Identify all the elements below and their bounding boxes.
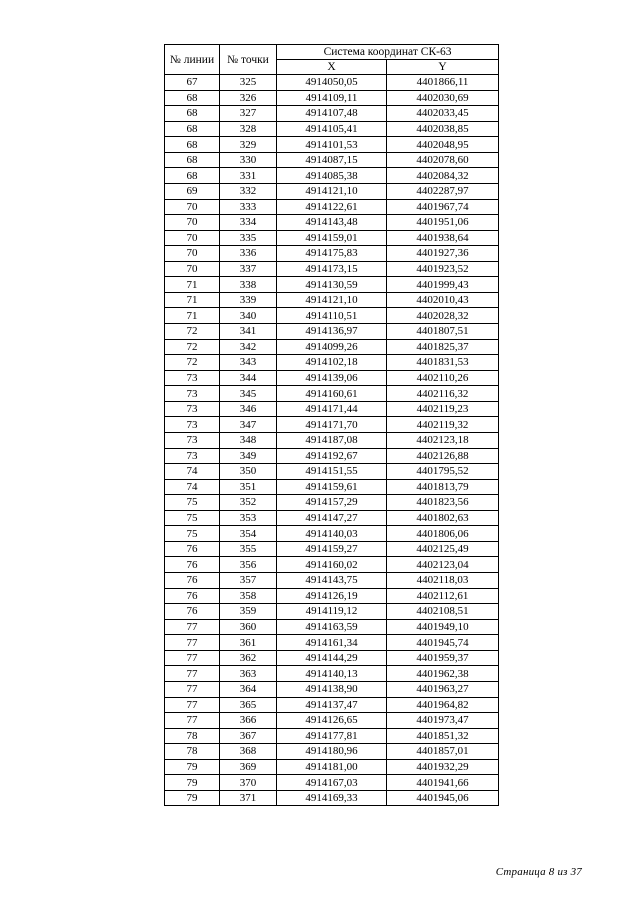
table-row (165, 152, 499, 168)
header-y: Y (387, 60, 499, 75)
cell-x: 4914102,18 (277, 355, 387, 371)
cell-point-number: 338 (220, 277, 277, 293)
cell-point-number: 343 (220, 355, 277, 371)
cell-line-number: 72 (165, 339, 220, 355)
cell-x: 4914161,34 (277, 635, 387, 651)
table-row (165, 588, 499, 604)
cell-line-number: 76 (165, 604, 220, 620)
cell-y: 4401823,56 (387, 495, 499, 511)
cell-point-number: 334 (220, 215, 277, 231)
cell-x: 4914159,61 (277, 479, 387, 495)
cell-line-number: 68 (165, 137, 220, 153)
table-row (165, 557, 499, 573)
cell-point-number: 364 (220, 681, 277, 697)
cell-y: 4401999,43 (387, 277, 499, 293)
cell-y: 4401923,52 (387, 261, 499, 277)
cell-line-number: 73 (165, 417, 220, 433)
cell-line-number: 76 (165, 573, 220, 589)
cell-y: 4401806,06 (387, 526, 499, 542)
table-row (165, 495, 499, 511)
table-row (165, 479, 499, 495)
cell-x: 4914143,48 (277, 215, 387, 231)
cell-y: 4401802,63 (387, 510, 499, 526)
cell-y: 4402110,26 (387, 370, 499, 386)
cell-point-number: 359 (220, 604, 277, 620)
cell-point-number: 353 (220, 510, 277, 526)
cell-x: 4914122,61 (277, 199, 387, 215)
cell-point-number: 355 (220, 541, 277, 557)
cell-line-number: 73 (165, 370, 220, 386)
table-row (165, 106, 499, 122)
cell-point-number: 366 (220, 713, 277, 729)
table-row (165, 168, 499, 184)
header-point-number: № точки (220, 45, 277, 75)
cell-line-number: 70 (165, 261, 220, 277)
cell-x: 4914187,08 (277, 432, 387, 448)
cell-y: 4401825,37 (387, 339, 499, 355)
cell-line-number: 75 (165, 495, 220, 511)
cell-line-number: 72 (165, 324, 220, 340)
table-row (165, 370, 499, 386)
cell-y: 4401967,74 (387, 199, 499, 215)
cell-x: 4914171,70 (277, 417, 387, 433)
cell-x: 4914144,29 (277, 650, 387, 666)
cell-x: 4914121,10 (277, 292, 387, 308)
cell-line-number: 68 (165, 90, 220, 106)
cell-line-number: 70 (165, 246, 220, 262)
cell-point-number: 365 (220, 697, 277, 713)
table-row (165, 121, 499, 137)
table-row (165, 464, 499, 480)
cell-point-number: 361 (220, 635, 277, 651)
cell-y: 4401964,82 (387, 697, 499, 713)
cell-y: 4402118,03 (387, 573, 499, 589)
cell-point-number: 370 (220, 775, 277, 791)
cell-point-number: 371 (220, 790, 277, 806)
cell-line-number: 76 (165, 588, 220, 604)
table-row (165, 526, 499, 542)
table-row (165, 355, 499, 371)
cell-point-number: 356 (220, 557, 277, 573)
cell-x: 4914159,27 (277, 541, 387, 557)
table-row (165, 230, 499, 246)
cell-line-number: 68 (165, 121, 220, 137)
cell-line-number: 79 (165, 775, 220, 791)
cell-line-number: 72 (165, 355, 220, 371)
table-row (165, 573, 499, 589)
cell-line-number: 74 (165, 464, 220, 480)
cell-x: 4914126,19 (277, 588, 387, 604)
cell-line-number: 71 (165, 292, 220, 308)
coordinates-table (164, 44, 499, 806)
cell-y: 4401857,01 (387, 744, 499, 760)
cell-x: 4914143,75 (277, 573, 387, 589)
cell-point-number: 344 (220, 370, 277, 386)
cell-line-number: 77 (165, 681, 220, 697)
cell-x: 4914159,01 (277, 230, 387, 246)
cell-y: 4401951,06 (387, 215, 499, 231)
cell-line-number: 77 (165, 650, 220, 666)
table-row (165, 790, 499, 806)
page-number: Страница 8 из 37 (495, 866, 582, 878)
cell-point-number: 331 (220, 168, 277, 184)
cell-line-number: 77 (165, 697, 220, 713)
cell-point-number: 368 (220, 744, 277, 760)
cell-y: 4401949,10 (387, 619, 499, 635)
cell-x: 4914167,03 (277, 775, 387, 791)
table-row (165, 604, 499, 620)
cell-point-number: 369 (220, 759, 277, 775)
cell-x: 4914180,96 (277, 744, 387, 760)
table-row (165, 246, 499, 262)
cell-point-number: 367 (220, 728, 277, 744)
table-row (165, 75, 499, 91)
cell-point-number: 327 (220, 106, 277, 122)
cell-x: 4914085,38 (277, 168, 387, 184)
table-row (165, 401, 499, 417)
cell-point-number: 354 (220, 526, 277, 542)
cell-line-number: 68 (165, 168, 220, 184)
cell-x: 4914177,81 (277, 728, 387, 744)
cell-x: 4914151,55 (277, 464, 387, 480)
cell-line-number: 77 (165, 713, 220, 729)
cell-point-number: 351 (220, 479, 277, 495)
table-row (165, 183, 499, 199)
cell-line-number: 77 (165, 619, 220, 635)
cell-y: 4402125,49 (387, 541, 499, 557)
cell-point-number: 350 (220, 464, 277, 480)
cell-point-number: 349 (220, 448, 277, 464)
cell-y: 4402123,18 (387, 432, 499, 448)
cell-line-number: 73 (165, 386, 220, 402)
cell-x: 4914181,00 (277, 759, 387, 775)
cell-y: 4402028,32 (387, 308, 499, 324)
table-row (165, 199, 499, 215)
cell-point-number: 362 (220, 650, 277, 666)
cell-point-number: 360 (220, 619, 277, 635)
cell-line-number: 79 (165, 790, 220, 806)
cell-point-number: 335 (220, 230, 277, 246)
cell-y: 4402010,43 (387, 292, 499, 308)
cell-y: 4401807,51 (387, 324, 499, 340)
cell-line-number: 69 (165, 183, 220, 199)
cell-y: 4401945,74 (387, 635, 499, 651)
cell-point-number: 336 (220, 246, 277, 262)
header-coordinate-system: Система координат СК-63 (277, 45, 499, 60)
cell-point-number: 329 (220, 137, 277, 153)
cell-point-number: 358 (220, 588, 277, 604)
cell-y: 4402119,23 (387, 401, 499, 417)
cell-x: 4914109,11 (277, 90, 387, 106)
cell-y: 4401866,11 (387, 75, 499, 91)
cell-y: 4401813,79 (387, 479, 499, 495)
cell-line-number: 73 (165, 448, 220, 464)
cell-x: 4914157,29 (277, 495, 387, 511)
cell-point-number: 330 (220, 152, 277, 168)
cell-y: 4402119,32 (387, 417, 499, 433)
table-row (165, 759, 499, 775)
table-row (165, 510, 499, 526)
table-row (165, 666, 499, 682)
table-row (165, 681, 499, 697)
cell-y: 4401945,06 (387, 790, 499, 806)
cell-x: 4914160,61 (277, 386, 387, 402)
cell-x: 4914121,10 (277, 183, 387, 199)
cell-x: 4914105,41 (277, 121, 387, 137)
cell-line-number: 70 (165, 230, 220, 246)
cell-line-number: 71 (165, 308, 220, 324)
cell-x: 4914099,26 (277, 339, 387, 355)
cell-line-number: 73 (165, 432, 220, 448)
cell-y: 4402078,60 (387, 152, 499, 168)
table-row (165, 650, 499, 666)
cell-y: 4401959,37 (387, 650, 499, 666)
cell-y: 4401938,64 (387, 230, 499, 246)
cell-y: 4402030,69 (387, 90, 499, 106)
cell-y: 4401851,32 (387, 728, 499, 744)
cell-line-number: 75 (165, 526, 220, 542)
cell-line-number: 68 (165, 152, 220, 168)
cell-y: 4402084,32 (387, 168, 499, 184)
cell-x: 4914171,44 (277, 401, 387, 417)
cell-y: 4402287,97 (387, 183, 499, 199)
header-line-number: № линии (165, 45, 220, 75)
cell-line-number: 73 (165, 401, 220, 417)
cell-point-number: 348 (220, 432, 277, 448)
cell-x: 4914110,51 (277, 308, 387, 324)
cell-point-number: 333 (220, 199, 277, 215)
cell-x: 4914140,03 (277, 526, 387, 542)
cell-point-number: 337 (220, 261, 277, 277)
table-row (165, 308, 499, 324)
cell-x: 4914050,05 (277, 75, 387, 91)
table-row (165, 339, 499, 355)
cell-point-number: 332 (220, 183, 277, 199)
cell-y: 4402033,45 (387, 106, 499, 122)
cell-x: 4914139,06 (277, 370, 387, 386)
cell-y: 4401927,36 (387, 246, 499, 262)
table-row (165, 775, 499, 791)
cell-y: 4402038,85 (387, 121, 499, 137)
cell-line-number: 78 (165, 728, 220, 744)
cell-x: 4914160,02 (277, 557, 387, 573)
table-row (165, 417, 499, 433)
cell-point-number: 341 (220, 324, 277, 340)
table-row (165, 448, 499, 464)
cell-point-number: 328 (220, 121, 277, 137)
table-row (165, 261, 499, 277)
cell-line-number: 79 (165, 759, 220, 775)
table-row (165, 728, 499, 744)
cell-y: 4401932,29 (387, 759, 499, 775)
cell-line-number: 77 (165, 635, 220, 651)
table-row (165, 541, 499, 557)
table-row (165, 137, 499, 153)
cell-point-number: 363 (220, 666, 277, 682)
cell-line-number: 71 (165, 277, 220, 293)
cell-line-number: 70 (165, 215, 220, 231)
cell-point-number: 325 (220, 75, 277, 91)
table-body (165, 75, 499, 806)
cell-x: 4914147,27 (277, 510, 387, 526)
cell-line-number: 76 (165, 541, 220, 557)
cell-point-number: 346 (220, 401, 277, 417)
cell-x: 4914192,67 (277, 448, 387, 464)
table-row (165, 697, 499, 713)
cell-line-number: 77 (165, 666, 220, 682)
table-row (165, 635, 499, 651)
cell-point-number: 342 (220, 339, 277, 355)
cell-point-number: 347 (220, 417, 277, 433)
cell-x: 4914140,13 (277, 666, 387, 682)
cell-point-number: 357 (220, 573, 277, 589)
cell-x: 4914136,97 (277, 324, 387, 340)
cell-x: 4914173,15 (277, 261, 387, 277)
cell-x: 4914163,59 (277, 619, 387, 635)
table-row (165, 619, 499, 635)
table-row (165, 432, 499, 448)
cell-point-number: 339 (220, 292, 277, 308)
cell-x: 4914169,33 (277, 790, 387, 806)
cell-y: 4402126,88 (387, 448, 499, 464)
cell-y: 4401962,38 (387, 666, 499, 682)
cell-line-number: 75 (165, 510, 220, 526)
header-x: X (277, 60, 387, 75)
cell-line-number: 67 (165, 75, 220, 91)
table-row (165, 744, 499, 760)
cell-x: 4914107,48 (277, 106, 387, 122)
cell-point-number: 345 (220, 386, 277, 402)
cell-x: 4914137,47 (277, 697, 387, 713)
cell-x: 4914101,53 (277, 137, 387, 153)
table-row (165, 277, 499, 293)
cell-point-number: 326 (220, 90, 277, 106)
table-row (165, 713, 499, 729)
cell-point-number: 352 (220, 495, 277, 511)
cell-y: 4402048,95 (387, 137, 499, 153)
cell-y: 4401963,27 (387, 681, 499, 697)
cell-y: 4401973,47 (387, 713, 499, 729)
table-row (165, 90, 499, 106)
cell-y: 4401941,66 (387, 775, 499, 791)
cell-x: 4914175,83 (277, 246, 387, 262)
cell-y: 4401795,52 (387, 464, 499, 480)
cell-y: 4402108,51 (387, 604, 499, 620)
cell-x: 4914138,90 (277, 681, 387, 697)
cell-y: 4402112,61 (387, 588, 499, 604)
cell-y: 4402116,32 (387, 386, 499, 402)
cell-x: 4914126,65 (277, 713, 387, 729)
table-row (165, 386, 499, 402)
table-row (165, 215, 499, 231)
cell-line-number: 78 (165, 744, 220, 760)
cell-x: 4914119,12 (277, 604, 387, 620)
cell-line-number: 70 (165, 199, 220, 215)
cell-x: 4914087,15 (277, 152, 387, 168)
cell-y: 4402123,04 (387, 557, 499, 573)
cell-point-number: 340 (220, 308, 277, 324)
table-row (165, 292, 499, 308)
cell-x: 4914130,59 (277, 277, 387, 293)
cell-line-number: 68 (165, 106, 220, 122)
cell-line-number: 74 (165, 479, 220, 495)
cell-line-number: 76 (165, 557, 220, 573)
cell-y: 4401831,53 (387, 355, 499, 371)
table-row (165, 324, 499, 340)
